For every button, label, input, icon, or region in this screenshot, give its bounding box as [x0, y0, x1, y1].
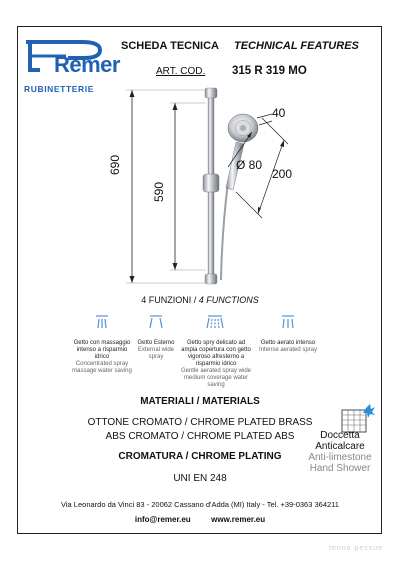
- title-en: TECHNICAL FEATURES: [234, 40, 359, 52]
- functions-title-it: 4 FUNZIONI: [141, 295, 192, 305]
- functions-title-en: 4 FUNCTIONS: [198, 295, 259, 305]
- functions-title: [0, 295, 400, 305]
- spray-aerated-icon: [280, 314, 296, 330]
- function-3-en: Gentle aerated spray wide medium coverage water saving: [180, 368, 252, 388]
- function-4-en: Intense aerated spray: [258, 347, 318, 353]
- logo-word: Remer: [54, 52, 120, 77]
- function-label-4: [258, 340, 318, 354]
- materials-finish: CROMATURA / CHROME PLATING: [118, 451, 282, 462]
- badge-en-2: Hand Shower: [309, 463, 371, 474]
- footer-web[interactable]: www.remer.eu: [211, 515, 266, 524]
- materials-line-2: ABS CROMATO / CHROME PLATED ABS: [105, 431, 295, 442]
- spray-concentrated-icon: [94, 314, 110, 330]
- function-1-en: Concentrated spray massage water saving: [72, 361, 132, 374]
- function-1-it: Getto con massaggio intenso a risparmio idrico: [73, 340, 131, 360]
- dimension-arm: 200: [272, 167, 293, 181]
- badge-it-1: Doccetta: [320, 430, 360, 441]
- materials-norm: UNI EN 248: [173, 473, 227, 484]
- badge-it-2: Anticalcare: [315, 441, 365, 452]
- dimension-head-diameter: Ø 80: [236, 158, 263, 172]
- spray-gentle-icon: [206, 314, 224, 330]
- logo-subtitle: RUBINETTERIE: [24, 84, 95, 94]
- dimension-head-depth: 40: [272, 106, 286, 120]
- function-2-en: External wide spray: [137, 347, 175, 360]
- function-2-it: Getto Esterno: [137, 340, 175, 346]
- footer-contacts: [0, 515, 400, 524]
- watermark: tenno pessue: [328, 545, 384, 552]
- dimension-rail: 590: [152, 181, 166, 202]
- spray-external-icon: [148, 314, 164, 330]
- materials-line-1: OTTONE CROMATO / CHROME PLATED BRASS: [87, 417, 313, 428]
- footer-email[interactable]: info@remer.eu: [134, 515, 191, 524]
- function-label-2: [136, 340, 176, 361]
- art-code-value: 315 R 319 MO: [232, 65, 307, 77]
- art-code-label: ART. COD.: [156, 66, 206, 77]
- dimension-overall: 690: [108, 154, 122, 175]
- materials-heading: MATERIALI / MATERIALS: [140, 396, 260, 407]
- function-label-1: [70, 340, 134, 375]
- function-4-it: Getto aerato intenso: [260, 340, 316, 346]
- badge-en-1: Anti-limestone: [308, 452, 372, 463]
- footer-address: Via Leonardo da Vinci 83 - 20062 Cassano d'Adda (MI) Italy - Tel. +39-0363 364211: [61, 500, 339, 509]
- technical-drawing: [0, 80, 400, 380]
- function-3-it: Getto spry delicato ad ampia copertura con getto vigoroso afresterno a risparmio idrico: [181, 340, 251, 367]
- function-label-3: [180, 340, 252, 389]
- functions-separator: /: [193, 295, 197, 305]
- title-it: SCHEDA TECNICA: [121, 40, 219, 52]
